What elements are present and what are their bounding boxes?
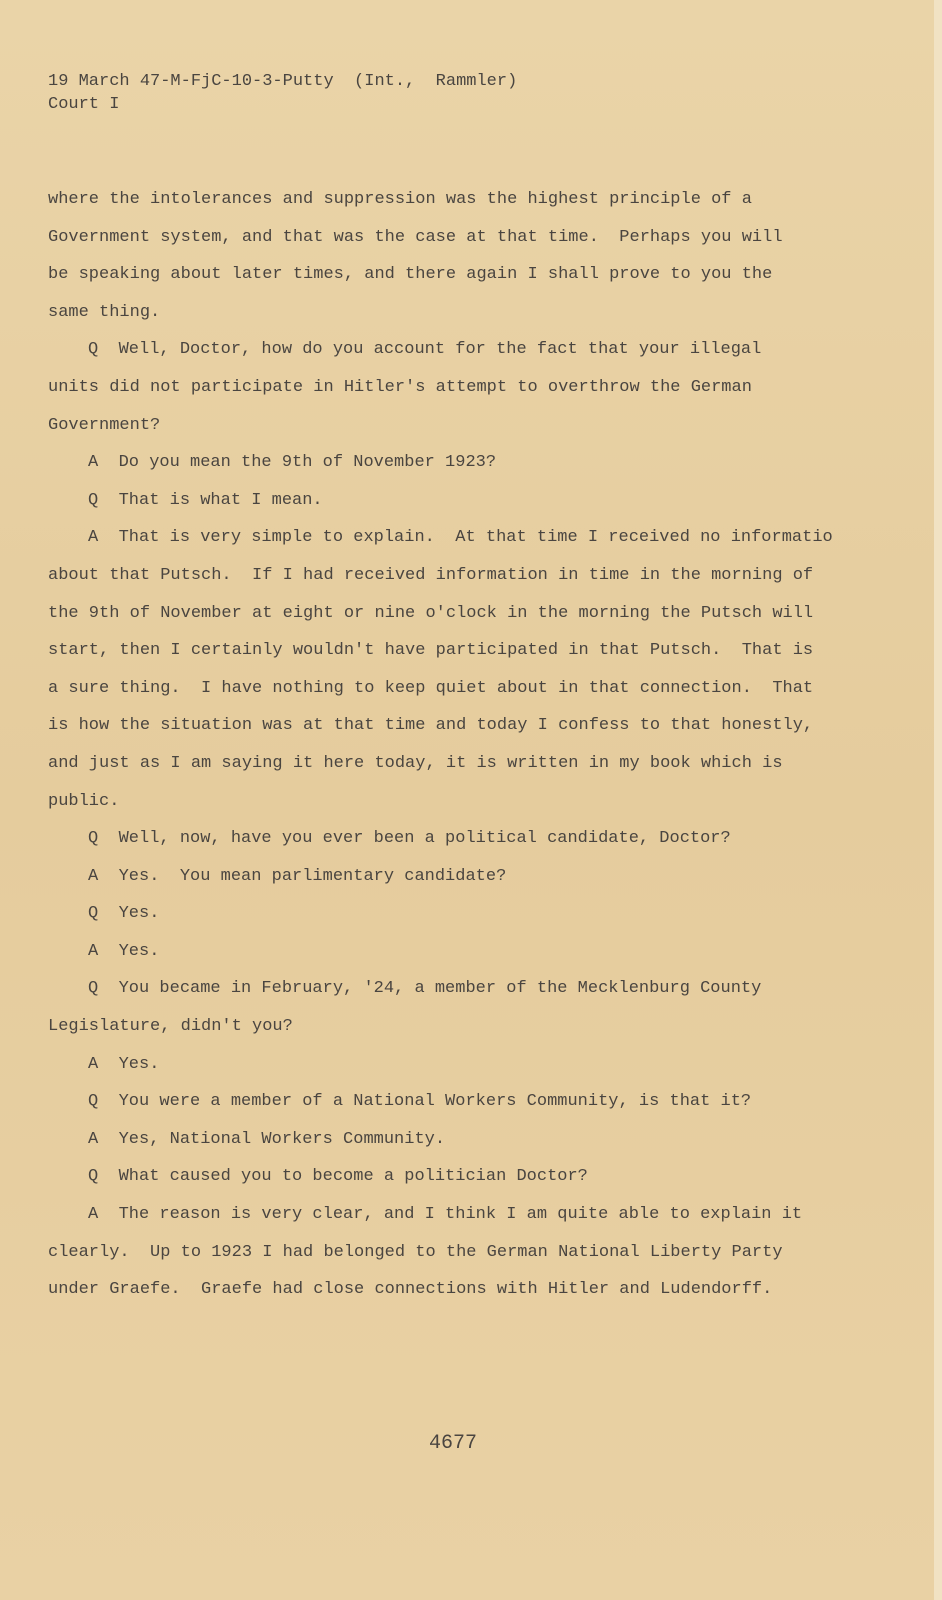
transcript-line: A Yes, National Workers Community. <box>88 1129 446 1149</box>
transcript-line: is how the situation was at that time and today I confess to that honestly, <box>48 716 814 736</box>
transcript-line: under Graefe. Graefe had close connections with Hitler and Ludendorff. <box>48 1280 773 1300</box>
transcript-line: public. <box>48 791 120 811</box>
transcript-line: A That is very simple to explain. At that time I received no informatio <box>88 528 833 548</box>
transcript-line: units did not participate in Hitler's attempt to overthrow the German <box>48 377 752 397</box>
transcript-body <box>48 181 928 1309</box>
transcript-line: about that Putsch. If I had received information in time in the morning of <box>48 565 814 585</box>
transcript-line: same thing. <box>48 302 161 322</box>
transcript-line: A Yes. <box>88 941 160 961</box>
transcript-line: and just as I am saying it here today, it is written in my book which is <box>48 753 783 773</box>
document-header <box>48 70 517 116</box>
transcript-line: A Do you mean the 9th of November 1923? <box>88 453 497 473</box>
transcript-line: A Yes. <box>88 1054 160 1074</box>
transcript-line: A Yes. You mean parlimentary candidate? <box>88 866 507 886</box>
header-line-2: Court I <box>48 95 120 114</box>
transcript-line: Legislature, didn't you? <box>48 1017 293 1037</box>
transcript-line: A The reason is very clear, and I think I am quite able to explain it <box>88 1205 803 1225</box>
transcript-line: be speaking about later times, and there again I shall prove to you the <box>48 265 773 285</box>
transcript-line: Government? <box>48 415 161 435</box>
transcript-line: Q That is what I mean. <box>88 490 323 510</box>
transcript-line: Q Well, Doctor, how do you account for the fact that your illegal <box>88 340 762 360</box>
transcript-line: start, then I certainly wouldn't have participated in that Putsch. That is <box>48 641 814 661</box>
transcript-line: Q You were a member of a National Workers Community, is that it? <box>88 1092 752 1112</box>
header-line-1: 19 March 47-M-FjC-10-3-Putty (Int., Rammler) <box>48 72 518 91</box>
transcript-line: Q Yes. <box>88 904 160 924</box>
transcript-line: the 9th of November at eight or nine o'clock in the morning the Putsch will <box>48 603 814 623</box>
transcript-line: clearly. Up to 1923 I had belonged to the German National Liberty Party <box>48 1242 783 1262</box>
transcript-line: Q Well, now, have you ever been a political candidate, Doctor? <box>88 829 731 849</box>
transcript-line: a sure thing. I have nothing to keep quiet about in that connection. That <box>48 678 814 698</box>
page-number: 4677 <box>429 1432 478 1455</box>
transcript-line: Government system, and that was the case at that time. Perhaps you will <box>48 227 783 247</box>
transcript-line: Q What caused you to become a politician Doctor? <box>88 1167 588 1187</box>
transcript-line: where the intolerances and suppression was the highest principle of a <box>48 190 752 209</box>
transcript-line: Q You became in February, '24, a member of the Mecklenburg County <box>88 979 762 999</box>
